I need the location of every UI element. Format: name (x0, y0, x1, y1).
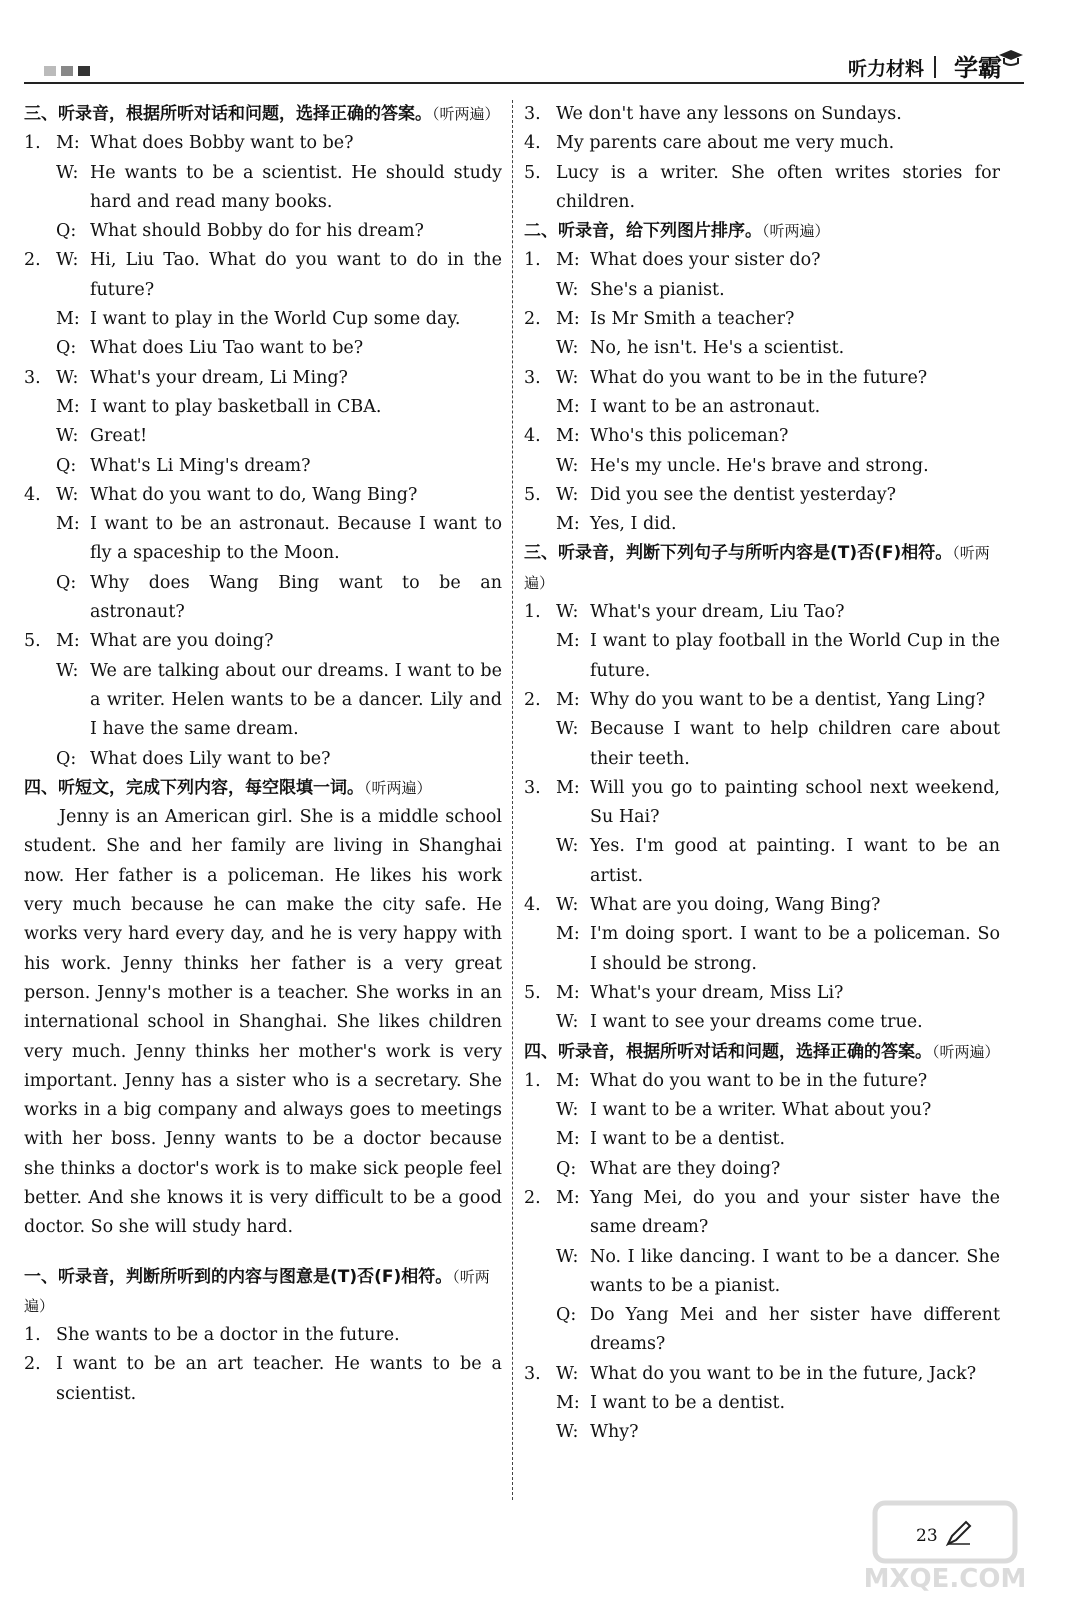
speaker-label: M: (556, 426, 580, 447)
item-body (56, 627, 502, 773)
speaker-label: W: (556, 455, 579, 476)
speaker-label: W: (556, 602, 579, 623)
item-body (56, 481, 502, 627)
dialog-item (524, 246, 1000, 305)
speaker-label: W: (556, 1422, 579, 1443)
speaker-text: No. I like dancing. I want to be a dancer. She wants to be a pianist. (590, 1246, 1000, 1296)
speaker-text: I'm doing sport. I want to be a policeman. So I should be strong. (590, 924, 1000, 974)
speaker-line (556, 686, 1000, 715)
item-body (556, 1184, 1000, 1360)
speaker-line (56, 393, 502, 422)
speaker-label: W: (556, 1363, 579, 1384)
speaker-line (556, 510, 1000, 539)
item-number: 5. (524, 484, 541, 505)
speaker-text: We are talking about our dreams. I want to be a writer. Helen wants to be a dancer. Lily and I have the same dream. (90, 660, 502, 740)
section-heading (24, 1263, 502, 1322)
speaker-label: M: (56, 514, 80, 535)
section-note: （听两遍） (364, 778, 432, 797)
speaker-text: Yang Mei, do you and your sister have the same dream? (590, 1187, 1000, 1238)
speaker-text: Did you see the dentist yesterday? (590, 484, 897, 505)
speaker-line (56, 334, 502, 363)
item-body (556, 305, 1000, 364)
item-number: 4. (524, 426, 541, 447)
item-body (556, 422, 1000, 481)
speaker-label: W: (56, 250, 79, 271)
speaker-label: M: (556, 1393, 580, 1414)
item-number: 5. (524, 162, 541, 183)
speaker-label: M: (56, 631, 80, 652)
speaker-text: What are you doing, Wang Bing? (590, 895, 881, 916)
speaker-line (556, 452, 1000, 481)
item-body (56, 246, 502, 363)
item-body (556, 481, 1000, 540)
speaker-text: What's your dream, Li Ming? (90, 367, 348, 388)
speaker-line (556, 715, 1000, 774)
speaker-label: Q: (556, 1305, 577, 1326)
page-number: 23 (916, 1526, 938, 1546)
dialog-item (524, 422, 1000, 481)
speaker-line (556, 891, 1000, 920)
speaker-label: Q: (56, 455, 77, 476)
speaker-text: Hi, Liu Tao. What do you want to do in the future? (90, 250, 502, 300)
speaker-label: W: (556, 367, 579, 388)
speaker-line (556, 1096, 1000, 1125)
section-note: （听两遍） (24, 1267, 490, 1315)
speaker-line (556, 422, 1000, 451)
speaker-line (56, 159, 502, 218)
speaker-text: Yes, I did. (590, 514, 677, 535)
speaker-label: M: (56, 309, 80, 330)
header-rule (24, 82, 1024, 84)
speaker-line (556, 1389, 1000, 1418)
item-body (556, 1067, 1000, 1184)
section-note: （听两遍） (524, 544, 990, 592)
speaker-line (556, 1125, 1000, 1154)
item-number: 3. (24, 367, 41, 388)
speaker-label: W: (56, 367, 79, 388)
speaker-text: What's Li Ming's dream? (90, 455, 311, 476)
column-divider (512, 100, 513, 1500)
speaker-label: M: (556, 1070, 580, 1091)
speaker-line (556, 246, 1000, 275)
item-body (56, 364, 502, 481)
speaker-text: Do Yang Mei and her sister have different dreams? (590, 1305, 1000, 1355)
item-body (556, 598, 1000, 686)
speaker-label: W: (556, 1246, 579, 1267)
item-number: 1. (524, 1070, 541, 1091)
watermark-text: MXQE.COM (863, 1564, 1027, 1594)
section-heading (524, 1038, 1000, 1067)
item-number: 4. (524, 895, 541, 916)
speaker-label: W: (556, 484, 579, 505)
speaker-line (56, 510, 502, 569)
speaker-text: No, he isn't. He's a scientist. (590, 338, 845, 359)
speaker-label: M: (556, 1187, 580, 1208)
item-text: I want to be an art teacher. He wants to be a scientist. (56, 1354, 502, 1404)
speaker-line (556, 1155, 1000, 1184)
item-number: 3. (524, 367, 541, 388)
speaker-label: W: (56, 162, 79, 183)
header-separator (934, 56, 936, 78)
speaker-text: Will you go to painting school next weekend, Su Hai? (590, 777, 1000, 828)
speaker-label: M: (556, 924, 580, 945)
speaker-line (556, 774, 1000, 833)
square-dark-icon (78, 66, 90, 76)
dialog-item (524, 774, 1000, 891)
item-text: We don't have any lessons on Sundays. (556, 104, 902, 124)
header-brand: 学霸 (954, 54, 1002, 82)
speaker-line (56, 745, 502, 774)
speaker-line (56, 569, 502, 628)
speaker-line (56, 481, 502, 510)
speaker-line (56, 627, 502, 656)
item-text: Lucy is a writer. She often writes stories for children. (556, 162, 1000, 212)
dialog-item (524, 1184, 1000, 1360)
speaker-text: Why do you want to be a dentist, Yang Ling? (590, 689, 986, 710)
sentence-item (524, 159, 1000, 218)
speaker-line (556, 305, 1000, 334)
speaker-text: What does your sister do? (590, 250, 821, 271)
speaker-text: What are you doing? (90, 631, 274, 652)
section-heading (524, 539, 1000, 598)
sentence-item (524, 100, 1000, 129)
section-title: 二、听录音，给下列图片排序。 (524, 221, 762, 242)
speaker-label: M: (556, 689, 580, 710)
speaker-text: What do you want to be in the future, Jack? (590, 1363, 977, 1384)
item-number: 1. (24, 1325, 41, 1346)
square-light-icon (44, 66, 56, 76)
speaker-text: What should Bobby do for his dream? (90, 221, 424, 242)
speaker-line (556, 598, 1000, 627)
speaker-label: M: (556, 514, 580, 535)
speaker-line (56, 657, 502, 745)
speaker-line (556, 832, 1000, 891)
speaker-label: W: (556, 1012, 579, 1033)
speaker-text: Great! (90, 426, 148, 447)
speaker-line (56, 452, 502, 481)
graduation-cap-icon (998, 48, 1024, 68)
speaker-line (56, 129, 502, 158)
item-number: 3. (524, 1363, 541, 1384)
item-text: My parents care about me very much. (556, 133, 895, 154)
speaker-line (56, 246, 502, 305)
sentence-item (24, 1350, 502, 1409)
item-body (556, 364, 1000, 423)
speaker-label: M: (556, 250, 580, 271)
item-number: 1. (24, 133, 41, 154)
speaker-text: I want to see your dreams come true. (590, 1012, 923, 1033)
watermark-logo (855, 1495, 1035, 1595)
speaker-label: M: (56, 396, 80, 417)
speaker-label: W: (556, 895, 579, 916)
speaker-text: Yes. I'm good at painting. I want to be an artist. (590, 836, 1000, 886)
section-note: （听两遍） (432, 105, 500, 123)
header-section-title: 听力材料 (847, 58, 924, 80)
speaker-text: She's a pianist. (590, 279, 725, 300)
speaker-line (556, 481, 1000, 510)
speaker-line (556, 1243, 1000, 1302)
item-number: 2. (524, 1187, 541, 1208)
speaker-line (556, 1301, 1000, 1360)
speaker-label: W: (556, 719, 579, 740)
item-number: 1. (524, 250, 541, 271)
item-number: 2. (524, 309, 541, 330)
speaker-line (556, 364, 1000, 393)
speaker-text: I want to be a dentist. (590, 1393, 786, 1414)
speaker-label: M: (556, 396, 580, 417)
section-title: 三、听录音，根据所听对话和问题，选择正确的答案。 (24, 104, 432, 124)
section-title: 四、听录音，根据所听对话和问题，选择正确的答案。 (524, 1041, 932, 1062)
speaker-line (56, 305, 502, 334)
speaker-line (556, 334, 1000, 363)
item-number: 4. (524, 133, 541, 154)
speaker-label: M: (556, 1129, 580, 1150)
item-body (556, 979, 1000, 1038)
speaker-label: Q: (56, 338, 77, 359)
speaker-line (556, 276, 1000, 305)
speaker-label: M: (556, 631, 580, 652)
item-number: 5. (24, 631, 41, 652)
speaker-text: I want to play basketball in CBA. (90, 396, 382, 417)
item-body (556, 1360, 1000, 1448)
section-heading (524, 217, 1000, 246)
speaker-line (556, 920, 1000, 979)
speaker-label: W: (556, 836, 579, 857)
item-body (556, 686, 1000, 774)
item-number: 5. (524, 982, 541, 1003)
dialog-item (524, 891, 1000, 979)
speaker-text: What do you want to be in the future? (590, 1070, 928, 1091)
item-number: 2. (24, 250, 41, 271)
page-header (24, 44, 1024, 86)
speaker-line (556, 1067, 1000, 1096)
item-number: 2. (524, 689, 541, 710)
speaker-text: What's your dream, Miss Li? (590, 982, 844, 1003)
speaker-label: Q: (56, 572, 77, 593)
dialog-item (524, 481, 1000, 540)
speaker-label: M: (56, 133, 80, 154)
dialog-item (24, 129, 502, 246)
item-body (556, 774, 1000, 891)
speaker-text: What do you want to do, Wang Bing? (90, 484, 418, 505)
dialog-item (24, 246, 502, 363)
left-column (24, 100, 502, 1409)
speaker-text: Because I want to help children care about their teeth. (590, 719, 1000, 769)
speaker-label: M: (556, 777, 580, 798)
speaker-label: W: (56, 426, 79, 447)
dialog-item (524, 686, 1000, 774)
section-title: 一、听录音，判断所听到的内容与图意是(T)否(F)相符。 (24, 1266, 453, 1287)
dialog-item (524, 598, 1000, 686)
speaker-line (556, 979, 1000, 1008)
section-note: （听两遍） (932, 1042, 1000, 1061)
speaker-line (56, 364, 502, 393)
dialog-item (524, 305, 1000, 364)
speaker-line (556, 627, 1000, 686)
speaker-text: What are they doing? (590, 1158, 781, 1179)
sentence-item (524, 129, 1000, 158)
speaker-line (56, 217, 502, 246)
speaker-label: W: (56, 484, 79, 505)
item-number: 2. (24, 1354, 41, 1375)
speaker-line (556, 1184, 1000, 1243)
speaker-label: M: (556, 309, 580, 330)
speaker-text: I want to be an astronaut. (590, 396, 821, 417)
speaker-text: Who's this policeman? (590, 426, 789, 447)
section-heading (24, 100, 502, 129)
speaker-line (556, 393, 1000, 422)
speaker-text: I want to be a dentist. (590, 1129, 786, 1150)
speaker-text: Why? (590, 1422, 639, 1443)
speaker-text: He's my uncle. He's brave and strong. (590, 455, 929, 476)
dialog-item (524, 364, 1000, 423)
speaker-line (56, 422, 502, 451)
speaker-label: Q: (556, 1158, 577, 1179)
header-squares (44, 66, 90, 76)
section-heading (24, 774, 502, 803)
speaker-label: Q: (56, 748, 77, 769)
dialog-item (24, 481, 502, 627)
speaker-label: Q: (56, 221, 77, 242)
item-number: 1. (524, 602, 541, 623)
speaker-line (556, 1360, 1000, 1389)
speaker-text: I want to play in the World Cup some day. (90, 309, 461, 330)
item-number: 3. (524, 777, 541, 798)
speaker-text: What do you want to be in the future? (590, 367, 928, 388)
speaker-label: W: (556, 279, 579, 300)
speaker-label: M: (556, 982, 580, 1003)
section-note: （听两遍） (762, 222, 830, 241)
item-body (556, 891, 1000, 979)
item-body (56, 129, 502, 246)
item-body (556, 246, 1000, 305)
speaker-text: Why does Wang Bing want to be an astronaut? (90, 572, 502, 623)
speaker-text: He wants to be a scientist. He should study hard and read many books. (90, 162, 502, 212)
dialog-item (24, 627, 502, 773)
item-number: 3. (524, 104, 541, 124)
sentence-item (24, 1321, 502, 1350)
speaker-label: W: (556, 1100, 579, 1121)
speaker-text: I want to play football in the World Cup in the future. (590, 631, 1000, 681)
speaker-text: What does Lily want to be? (90, 748, 331, 769)
speaker-line (556, 1008, 1000, 1037)
dialog-item (524, 1360, 1000, 1448)
speaker-text: I want to be an astronaut. Because I want to fly a spaceship to the Moon. (90, 514, 502, 564)
dialog-item (524, 1067, 1000, 1184)
item-text: She wants to be a doctor in the future. (56, 1325, 400, 1346)
section-title: 四、听短文，完成下列内容，每空限填一词。 (24, 777, 364, 798)
speaker-line (556, 1418, 1000, 1447)
passage-text: Jenny is an American girl. She is a middle school student. She and her family are living in Shanghai now. Her father is a policeman. He likes his work very much because he can make the city safe. He works very hard every day, and he is very happy with his work. Jenny thinks her father is a very great person. Jenny's mother is a teacher. She works in an international school in Shanghai. She likes children very much. Jenny thinks her mother's work is very important. Jenny has a sister who is a secretary. She works in a big company and always goes to meetings with her boss. Jenny wants to be a doctor because she thinks a doctor's work is to make sick people feel better. And she knows it is very difficult to be a good doctor. So she will study hard. (24, 807, 502, 1238)
square-mid-icon (61, 66, 73, 76)
speaker-text: What does Liu Tao want to be? (90, 338, 364, 359)
speaker-text: What does Bobby want to be? (90, 133, 354, 154)
speaker-label: W: (556, 338, 579, 359)
speaker-text: I want to be a writer. What about you? (590, 1100, 932, 1121)
right-column (524, 100, 1000, 1448)
item-number: 4. (24, 484, 41, 505)
dialog-item (24, 364, 502, 481)
section-title: 三、听录音，判断下列句子与所听内容是(T)否(F)相符。 (524, 543, 953, 564)
dialog-item (524, 979, 1000, 1038)
speaker-text: Is Mr Smith a teacher? (590, 309, 795, 330)
speaker-label: W: (56, 660, 79, 681)
speaker-text: What's your dream, Liu Tao? (590, 602, 845, 623)
